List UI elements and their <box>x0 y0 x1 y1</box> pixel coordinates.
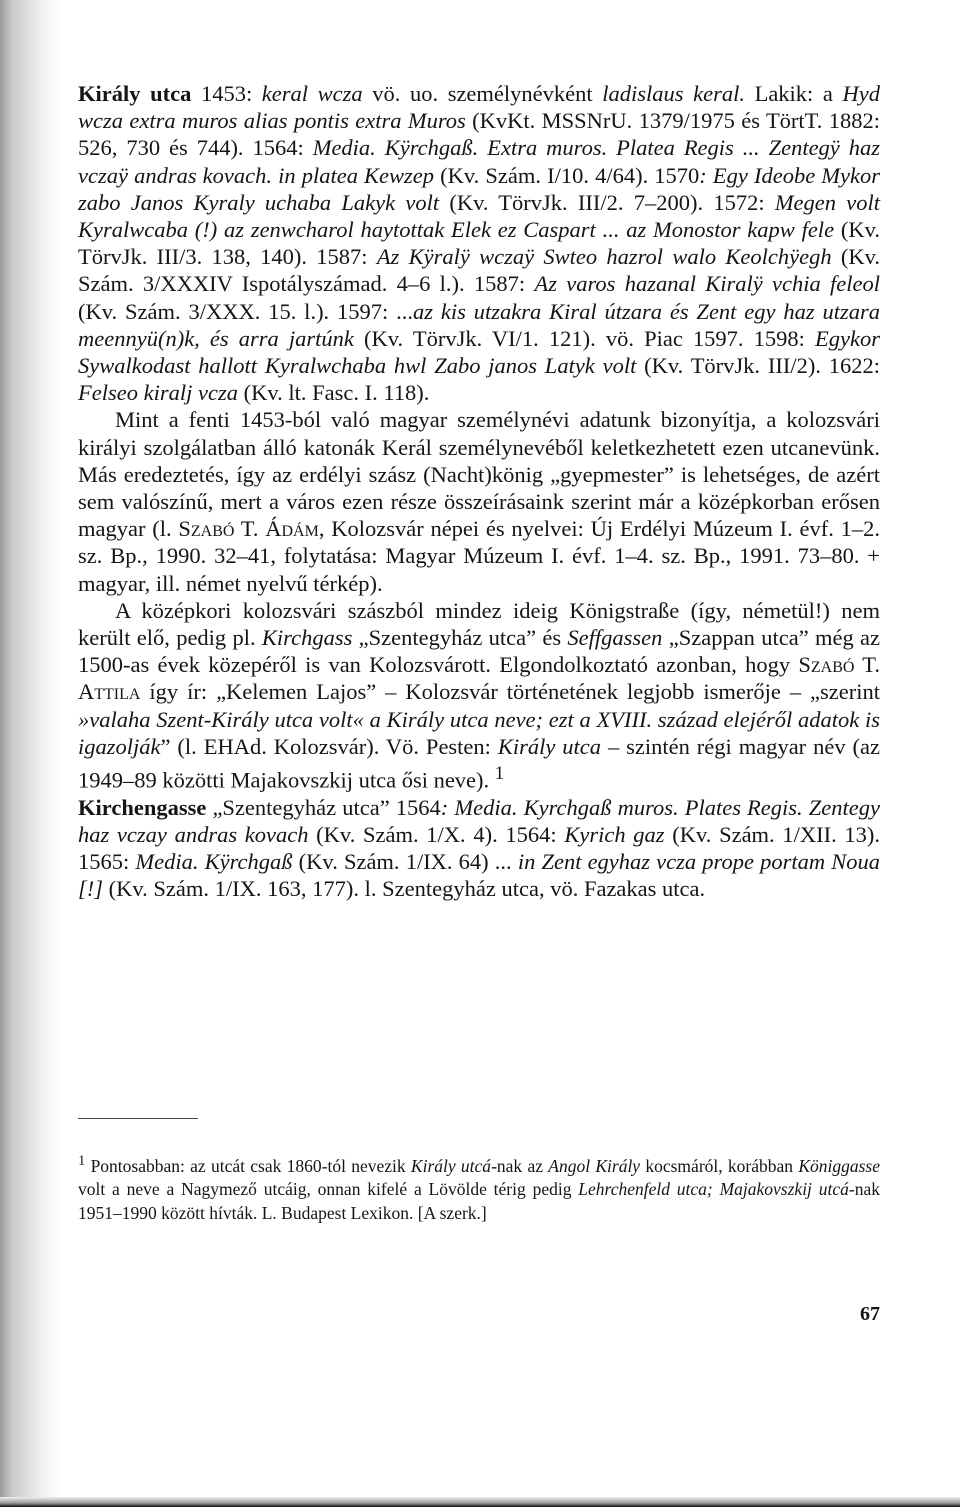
text-run: volt a neve a Nagymező utcáig, onnan kifelé a Lövölde térig pedig <box>78 1179 579 1200</box>
paragraph-koenigstrasse <box>78 597 880 794</box>
italic-run: az kis utzakra Kiral útzara és Zent egy haz utzara meennyü(n)k, és arra jartúnk <box>78 298 880 351</box>
text-run: 1453: <box>191 81 262 106</box>
entry-text <box>78 81 880 405</box>
headword: Király utca <box>78 81 192 106</box>
page-body <box>78 80 880 903</box>
text-run: Lakik: a <box>744 81 843 106</box>
text-run: (Kv. Szám. 1/IX. 64) ... <box>292 849 518 875</box>
text-run: (Kv. Szám. I/10. 4/64). 1570 <box>434 162 700 188</box>
italic-run: Königgasse <box>798 1155 880 1176</box>
entry-kiraly-utca <box>78 80 880 406</box>
italic-run: Az Kÿralÿ wczaÿ Swteo hazrol walo Keolchÿegh <box>376 244 832 270</box>
italic-run: Angol Király <box>548 1155 641 1176</box>
text-run: „Szentegyház utca” és <box>352 625 568 651</box>
text-run: A középkori kolozsvári szászból mindez ideig Königstraße (így, németül!) nem került elő, pedig pl. <box>78 597 880 651</box>
text-run: Pontosabban: az utcát csak 1860-tól nevezik <box>85 1155 411 1176</box>
italic-run: Király utca <box>497 733 602 759</box>
italic-run: : Media. Kyrchgaß muros. Plates Regis. Zentegy haz vczay andras kovach <box>78 794 880 847</box>
footnote-text <box>78 1156 880 1223</box>
italic-run: in Zent egyhaz vcza prope portam Noua [!] <box>78 849 880 902</box>
text-run: vö. uo. személynévként <box>362 81 603 106</box>
italic-run: Seffgassen <box>567 625 663 651</box>
entry-kirchengasse <box>78 794 880 903</box>
footnote-mark: 1 <box>78 1153 86 1169</box>
italic-run: Megen volt Kyralwcaba (!) az zenwcharol haytottak Elek ez Caspart ... az Monostor kapw fele <box>78 189 880 243</box>
text-run: (Kv. Szám. 1/IX. 163, 177). l. Szentegyház utca, vö. Fazakas utca. <box>103 876 706 902</box>
italic-run: Media. Kÿrchgaß <box>135 849 293 875</box>
text-run: (KvKt. MSSNrU. 1379/1975 és TörtT. 1882: 526, 730 és 744). 1564: <box>78 108 880 161</box>
text-run: (Kv. lt. Fasc. I. 118). <box>237 380 430 406</box>
italic-run: keral wcza <box>261 81 363 106</box>
headword: Kirchengasse <box>78 794 207 820</box>
footnote <box>78 1150 880 1225</box>
text-run: – szintén régi magyar név (az 1949–89 közötti Majakovszkij utca ősi neve). <box>78 733 880 793</box>
italic-run: Media. Kÿrchgaß. Extra muros. Platea Regis ... Zentegÿ haz vczaÿ andras kovach. in platea Kewzep <box>78 135 880 188</box>
scan-bottom-edge <box>0 1497 960 1507</box>
text-run: (Kv. TörvJk. III/3. 138, 140). 1587: <box>78 217 880 270</box>
text-run: -nak 1951–1990 között hívták. L. Budapest Lexikon. [A szerk.] <box>78 1179 880 1223</box>
italic-run: Hyd wcza extra muros alias pontis extra Muros <box>78 81 880 134</box>
text-run: (Kv. TörvJk. III/2). 1622: <box>636 353 881 379</box>
text-run: (Kv. TörvJk. III/2. 7–200). 1572: <box>439 189 775 215</box>
page-number: 67 <box>860 1303 880 1325</box>
text-run: (Kv. Szám. 3/XXXIV Ispotályszámad. 4–6 l.). 1587: <box>78 244 881 297</box>
italic-run: Felseo kiralj vcza <box>78 380 238 406</box>
text-run: Szabó T. Attila <box>78 652 880 705</box>
italic-run: Lehrchenfeld utca; Majakovszkij utcá <box>578 1179 849 1200</box>
text-run: „Szentegyház utca” 1564 <box>206 794 441 820</box>
text-run: így ír: „Kelemen Lajos” – Kolozsvár történetének legjobb ismerője – „szerint <box>140 679 880 705</box>
text-run: „Szappan utca” még az 1500-as évek közepéről is van Kolozsvárott. Elgondolkoztató azonban, hogy <box>78 625 880 678</box>
italic-run: : Egy Ideobe Mykor zabo Janos Kyraly uchaba Lakyk volt <box>78 162 880 215</box>
paragraph-origin <box>78 406 880 596</box>
text-run: kocsmáról, korábban <box>640 1155 799 1176</box>
italic-run: »valaha Szent-Király utca volt« a Király utca neve; ezt a XVIII. század elejéről adatok is igazolják <box>78 706 880 759</box>
italic-run: ladislaus keral. <box>602 81 745 106</box>
footnote-ref: 1 <box>494 763 505 785</box>
text-run: Kolozsvár népei és nyelvei: Új Erdélyi Múzeum I. évf. 1–2. sz. Bp., 1990. 32–41, folytatása: Magyar Múzeum I. évf. 1–4. sz. Bp., 1991. 73–80. + magyar, ill. német nyelvű térkép). <box>78 516 880 596</box>
italic-run: Az varos hazanal Kiralÿ vchia feleol <box>534 271 880 297</box>
text-run: (Kv. Szám. 1/XII. 13). 1565: <box>78 821 881 875</box>
text-run: (Kv. Szám. 3/XXX. 15. l.). 1597: ... <box>78 298 414 324</box>
text-run: Mint a fenti 1453-ból való magyar személynévi adatunk bizonyítja, a kolozsvári királyi szolgálatban álló katonák Kerál személynevéből keletkezhetett ezen utcanevünk. Más eredeztetés, így az erdélyi szász (Nacht)könig „gyepmester” is lehetséges, de azért sem valószínű, mert a város ezen része összeírásaink szerint már a középkorban erősen magyar (l. <box>78 407 880 542</box>
italic-run: Király utcá <box>410 1155 492 1176</box>
italic-run: Kirchgass <box>261 625 353 651</box>
footnote-separator <box>78 1118 198 1119</box>
italic-run: Kyrich gaz <box>564 821 665 847</box>
scan-edge-shadow <box>0 0 60 1507</box>
text-run: ” (l. EHAd. Kolozsvár). Vö. Pesten: <box>160 733 498 759</box>
text-run: (Kv. TörvJk. VI/1. 121). vö. Piac 1597. 1598: <box>353 325 816 351</box>
italic-run: Egykor Sywalkodast hallott Kyralwchaba hwl Zabo janos Latyk volt <box>78 325 880 379</box>
text-run: -nak az <box>491 1155 549 1176</box>
text-run: (Kv. Szám. 1/X. 4). 1564: <box>308 821 565 847</box>
text-run: Szabó T. Ádám, <box>178 516 325 542</box>
